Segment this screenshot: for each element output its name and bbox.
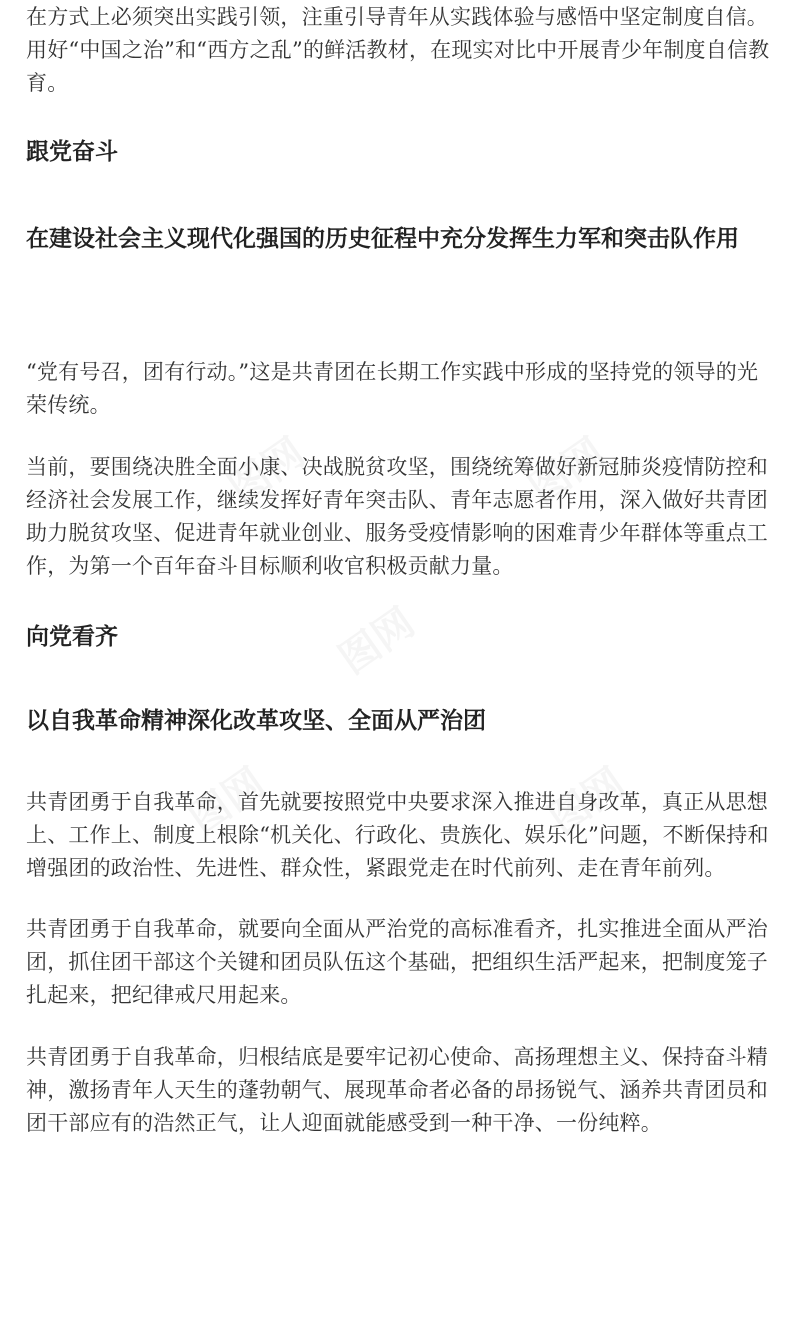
watermark: 图网 <box>181 759 273 844</box>
watermark: 图网 <box>541 759 633 844</box>
section-heading: 向党看齐 <box>26 624 118 650</box>
section-heading: 跟党奋斗 <box>26 139 118 165</box>
body-paragraph: 共青团勇于自我革命，归根结底是要牢记初心使命、高扬理想主义、保持奋斗精神，激扬青年人天生的蓬勃朝气、展现革命者必备的昂扬锐气、涵养共青团员和团干部应有的浩然正气，让人迎面就能感受到一种干净、一份纯粹。 <box>26 1045 768 1135</box>
watermark: 图网 <box>221 429 313 514</box>
body-paragraph: “党有号召，团有行动。”这是共青团在长期工作实践中形成的坚持党的领导的光荣传统。 <box>26 360 759 417</box>
body-paragraph: 共青团勇于自我革命，就要向全面从严治党的高标准看齐，扎实推进全面从严治团，抓住团干部这个关键和团员队伍这个基础，把组织生活严起来，把制度笼子扎起来，把纪律戒尺用起来。 <box>26 917 768 1007</box>
intro-paragraph: 在方式上必须突出实践引领，注重引导青年从实践体验与感悟中坚定制度自信。用好“中国之治”和“西方之乱”的鲜活教材，在现实对比中开展青少年制度自信教育。 <box>26 5 770 95</box>
section-title: 以自我革命精神深化改革攻坚、全面从严治团 <box>26 708 486 734</box>
watermark: 图网 <box>521 429 613 514</box>
body-paragraph: 当前，要围绕决胜全面小康、决战脱贫攻坚，围绕统筹做好新冠肺炎疫情防控和经济社会发展工作，继续发挥好青年突击队、青年志愿者作用，深入做好共青团助力脱贫攻坚、促进青年就业创业、服务受疫情影响的困难青少年群体等重点工作，为第一个百年奋斗目标顺利收官积极贡献力量。 <box>26 455 768 578</box>
section-title: 在建设社会主义现代化强国的历史征程中充分发挥生力军和突击队作用 <box>26 226 739 252</box>
body-paragraph: 共青团勇于自我革命，首先就要按照党中央要求深入推进自身改革，真正从思想上、工作上、制度上根除“机关化、行政化、贵族化、娱乐化”问题，不断保持和增强团的政治性、先进性、群众性，紧跟党走在时代前列、走在青年前列。 <box>26 790 769 880</box>
watermark: 图网 <box>331 599 423 684</box>
